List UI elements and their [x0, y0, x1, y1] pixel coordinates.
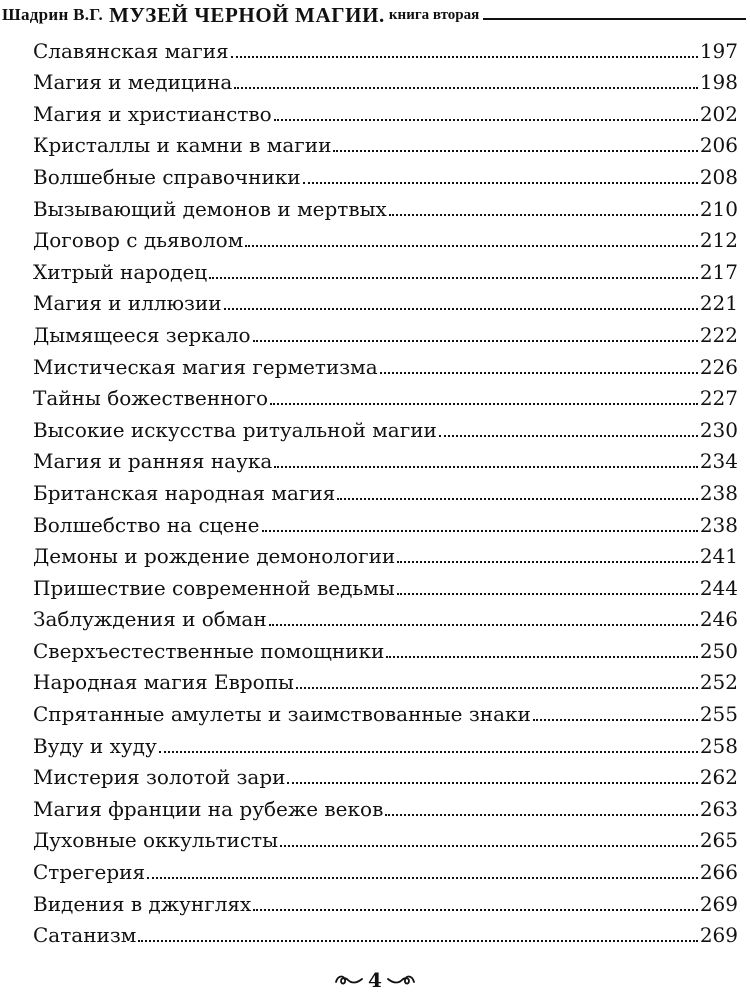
toc-dot-leader [280, 845, 698, 847]
toc-entry-title: Магия и иллюзии [33, 291, 222, 316]
swirl-ornament-right-icon [386, 973, 416, 987]
table-of-contents [33, 33, 738, 949]
toc-entry [33, 33, 738, 65]
toc-entry [33, 633, 738, 665]
toc-entry [33, 96, 738, 128]
toc-entry-page-number: 262 [699, 765, 738, 790]
toc-entry [33, 475, 738, 507]
toc-entry-page-number: 198 [699, 70, 738, 95]
toc-entry [33, 507, 738, 539]
toc-entry [33, 286, 738, 318]
toc-entry [33, 412, 738, 444]
toc-dot-leader [380, 372, 698, 374]
toc-entry-title: Дымящееся зеркало [33, 322, 251, 347]
toc-entry [33, 791, 738, 823]
page-footer [0, 968, 750, 992]
toc-entry-title: Высокие искусства ритуальной магии [33, 417, 437, 442]
toc-entry-title: Договор с дьяволом [33, 228, 244, 253]
toc-entry-title: Волшебные справочники [33, 164, 301, 189]
toc-dot-leader [253, 909, 697, 911]
toc-entry [33, 159, 738, 191]
toc-dot-leader [296, 687, 698, 689]
toc-entry-title: Вуду и худу [33, 733, 157, 758]
toc-dot-leader [389, 214, 698, 216]
toc-dot-leader [274, 119, 698, 121]
header-rule [483, 18, 746, 20]
header-subtitle: книга вторая [388, 6, 480, 23]
toc-entry [33, 570, 738, 602]
toc-dot-leader [224, 308, 698, 310]
toc-dot-leader [269, 624, 698, 626]
toc-entry-page-number: 221 [699, 291, 738, 316]
toc-entry-page-number: 208 [699, 164, 738, 189]
toc-entry-page-number: 244 [699, 575, 738, 600]
toc-entry [33, 665, 738, 697]
toc-entry [33, 854, 738, 886]
toc-entry-page-number: 246 [699, 607, 738, 632]
toc-entry-title: Славянская магия [33, 38, 229, 63]
toc-entry [33, 728, 738, 760]
toc-dot-leader [397, 593, 698, 595]
toc-dot-leader [231, 56, 698, 58]
toc-entry [33, 918, 738, 950]
toc-entry-page-number: 210 [699, 196, 738, 221]
toc-entry [33, 444, 738, 476]
toc-dot-leader [245, 245, 698, 247]
toc-dot-leader [303, 182, 698, 184]
toc-entry-page-number: 258 [699, 733, 738, 758]
toc-dot-leader [159, 751, 698, 753]
toc-entry-page-number: 227 [699, 386, 738, 411]
toc-entry-page-number: 252 [699, 670, 738, 695]
toc-dot-leader [533, 719, 698, 721]
toc-entry-title: Тайны божественного [33, 386, 269, 411]
toc-dot-leader [209, 277, 698, 279]
running-header [2, 2, 746, 28]
toc-entry-title: Магия и ранняя наука [33, 449, 273, 474]
toc-entry-title: Мистерия золотой зари [33, 765, 286, 790]
toc-entry-page-number: 206 [699, 133, 738, 158]
toc-entry [33, 602, 738, 634]
toc-entry-page-number: 234 [699, 449, 738, 474]
toc-entry-page-number: 265 [699, 828, 738, 853]
toc-dot-leader [333, 150, 697, 152]
toc-entry-page-number: 212 [699, 228, 738, 253]
header-book-title: МУЗЕЙ ЧЕРНОЙ МАГИИ. [109, 2, 385, 27]
toc-entry-title: Сатанизм [33, 923, 137, 948]
toc-entry-title: Сверхъестественные помощники [33, 638, 385, 663]
toc-entry-page-number: 266 [699, 860, 738, 885]
toc-entry-page-number: 263 [699, 796, 738, 821]
toc-entry-title: Духовные оккультисты [33, 828, 279, 853]
toc-dot-leader [385, 814, 697, 816]
toc-entry-title: Магия и медицина [33, 70, 233, 95]
toc-entry [33, 191, 738, 223]
toc-dot-leader [262, 530, 698, 532]
toc-entry-page-number: 250 [699, 638, 738, 663]
toc-entry-title: Вызывающий демонов и мертвых [33, 196, 387, 221]
toc-dot-leader [138, 940, 697, 942]
page-number: 4 [368, 968, 382, 992]
toc-entry [33, 349, 738, 381]
toc-dot-leader [386, 656, 697, 658]
toc-entry-page-number: 197 [699, 38, 738, 63]
toc-entry-page-number: 230 [699, 417, 738, 442]
toc-entry-title: Хитрый народец [33, 259, 208, 284]
toc-entry-title: Демоны и рождение демонологии [33, 544, 396, 569]
toc-entry-page-number: 269 [699, 891, 738, 916]
toc-entry [33, 823, 738, 855]
toc-entry-title: Магия и христианство [33, 101, 272, 126]
toc-entry-title: Мистическая магия герметизма [33, 354, 378, 379]
toc-dot-leader [253, 340, 698, 342]
toc-entry-page-number: 238 [699, 512, 738, 537]
toc-entry-page-number: 241 [699, 544, 738, 569]
toc-dot-leader [270, 403, 698, 405]
toc-entry-title: Волшебство на сцене [33, 512, 260, 537]
toc-dot-leader [147, 877, 698, 879]
toc-entry [33, 760, 738, 792]
toc-entry-page-number: 217 [699, 259, 738, 284]
toc-dot-leader [274, 466, 698, 468]
toc-entry-page-number: 226 [699, 354, 738, 379]
toc-entry-title: Спрятанные амулеты и заимствованные знаки [33, 702, 531, 727]
toc-entry-title: Пришествие современной ведьмы [33, 575, 395, 600]
toc-entry-title: Народная магия Европы [33, 670, 294, 695]
toc-entry-page-number: 202 [699, 101, 738, 126]
toc-dot-leader [337, 498, 698, 500]
toc-entry-title: Стрегерия [33, 860, 146, 885]
toc-dot-leader [287, 782, 697, 784]
toc-entry-page-number: 238 [699, 480, 738, 505]
toc-entry [33, 317, 738, 349]
toc-entry [33, 381, 738, 413]
swirl-ornament-left-icon [334, 973, 364, 987]
toc-entry-page-number: 269 [699, 923, 738, 948]
toc-entry [33, 223, 738, 255]
toc-entry [33, 254, 738, 286]
toc-entry [33, 128, 738, 160]
toc-entry [33, 886, 738, 918]
toc-dot-leader [439, 435, 698, 437]
header-author: Шадрин В.Г. [2, 5, 104, 24]
toc-entry-title: Заблуждения и обман [33, 607, 267, 632]
toc-entry-title: Видения в джунглях [33, 891, 252, 916]
toc-dot-leader [397, 561, 698, 563]
toc-entry [33, 696, 738, 728]
toc-entry [33, 539, 738, 571]
toc-dot-leader [234, 87, 697, 89]
toc-entry-title: Британская народная магия [33, 480, 336, 505]
toc-entry-page-number: 222 [699, 322, 738, 347]
toc-entry-page-number: 255 [699, 702, 738, 727]
toc-entry-title: Кристаллы и камни в магии [33, 133, 332, 158]
toc-entry-title: Магия франции на рубеже веков [33, 796, 384, 821]
toc-entry [33, 65, 738, 97]
